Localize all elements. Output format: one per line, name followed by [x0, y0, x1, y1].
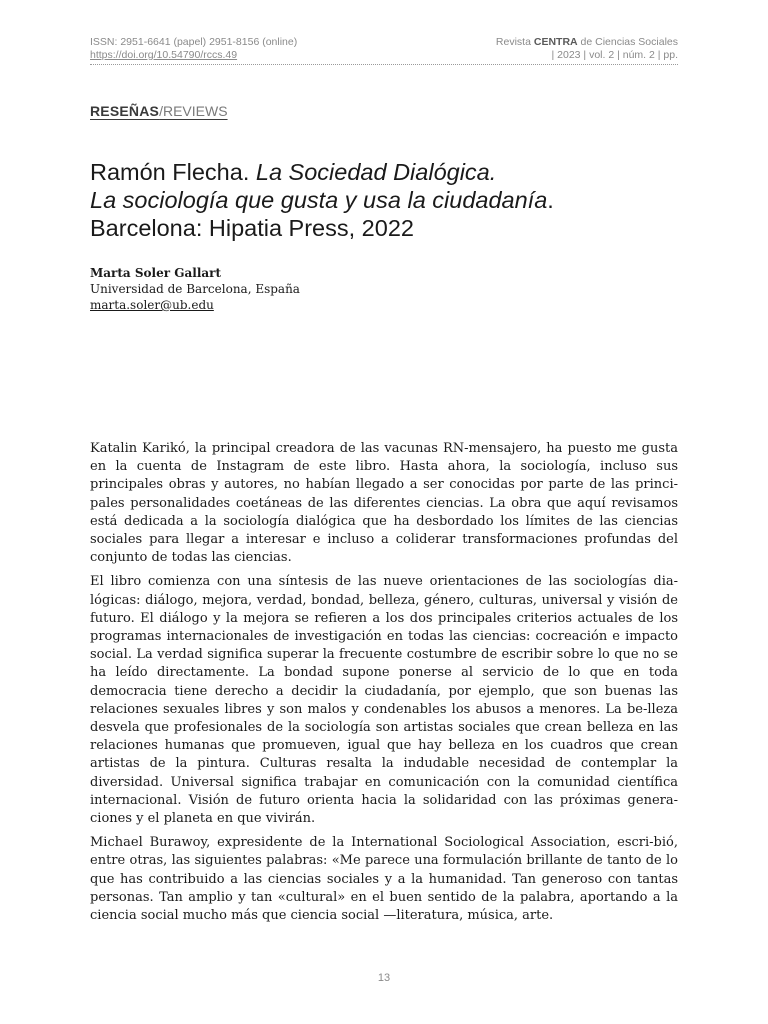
section-primary: RESEÑAS — [90, 103, 160, 119]
body-paragraph: Michael Burawoy, expresidente de la International Sociological Association, escri-bió, entre otras, las siguientes palabras: «Me parece una formulación brillante de tanto de lo que has contribuido a las ciencias sociales y a la humanidad. Tan generoso con tantas personas. Tan amplio y tan «cultural» en el buen sentido de la palabra, aportando a la ciencia social mucho más que ciencia social —literatura, música, arte. — [90, 835, 678, 924]
header-right — [496, 36, 678, 62]
section-label — [90, 103, 228, 119]
title-line2-plain: . — [547, 187, 554, 213]
issn-text: ISSN: 2951-6641 (papel) 2951-8156 (online) — [90, 36, 298, 48]
section-secondary: /REVIEWS — [159, 103, 228, 119]
body-paragraph: Katalin Karikó, la principal creadora de las vacunas RN-mensajero, ha puesto me gusta en la cuenta de Instagram de este libro. Hasta ahora, la sociología, incluso sus principales obras y autores, no habían llegado a ser conocidas por parte de las princi-pales personalidades coetáneas de las diferentes ciencias. La obra que aquí revisamos está dedicada a la sociología dialógica que ha desbordado los límites de las ciencias sociales para llegar a interesar e incluso a coliderar transformaciones profundas del conjunto de todas las ciencias. — [90, 441, 678, 566]
author-name: Marta Soler Gallart — [90, 266, 222, 280]
title-line1-plain: Ramón Flecha. — [90, 159, 256, 185]
author-block — [90, 265, 300, 313]
title-line2-italic: La sociología que gusta y usa la ciudadanía — [90, 187, 548, 213]
title-line3: Barcelona: Hipatia Press, 2022 — [90, 215, 414, 241]
journal-strong: CENTRA — [533, 36, 578, 48]
body-paragraph: El libro comienza con una síntesis de las nueve orientaciones de las sociologías dia-lógicas: diálogo, mejora, verdad, bondad, belleza, género, culturas, universal y visión de futuro. El diálogo y la mejora se refieren a los dos principales criterios actuales de los programas internacionales de investigación en todas las ciencias: cocreación e impacto social. La verdad significa superar la frecuente costumbre de escribir sobre lo que no se ha leído directamente. La bondad supone ponerse al servicio de lo que en toda democracia tiene derecho a decidir la ciudadanía, por ejemplo, que son buenas las relaciones sexuales libres y son malos y condenables los abusos a menores. La be-lleza desvela que profesionales de la sociología son artistas sociales que crean belleza en las relaciones humanas que promueven, igual que hay belleza en los cuadros que crean artistas de la pintura. Culturas resalta la indudable necesidad de contemplar la diversidad. Universal significa trabajar en comunicación con la comunidad científica internacional. Visión de futuro orienta hacia la solidaridad con las próximas genera-ciones y el planeta en que vivirán. — [90, 574, 678, 827]
header-left — [90, 36, 297, 62]
running-header — [90, 36, 678, 65]
issue-info: | 2023 | vol. 2 | núm. 2 | pp. — [551, 49, 678, 61]
article-body — [90, 440, 678, 931]
doi-link[interactable]: https://doi.org/10.54790/rccs.49 — [90, 49, 238, 61]
page-number: 13 — [377, 972, 391, 984]
author-affiliation: Universidad de Barcelona, España — [90, 282, 300, 296]
title-line1-italic: La Sociedad Dialógica. — [255, 159, 497, 185]
article-title — [90, 158, 690, 242]
journal-prefix: Revista — [495, 36, 534, 48]
author-email-link[interactable]: marta.soler@ub.edu — [90, 298, 214, 312]
journal-suffix: de Ciencias Sociales — [577, 36, 678, 48]
journal-name — [496, 36, 678, 49]
